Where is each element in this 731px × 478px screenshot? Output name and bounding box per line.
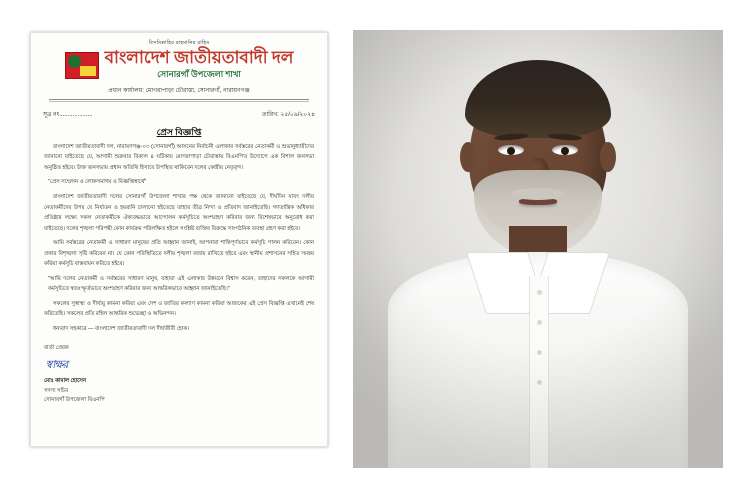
document-body	[31, 142, 327, 335]
letter-pane	[0, 0, 345, 478]
letterhead-divider	[49, 99, 309, 100]
paragraph: ধন্যবাদ সহকারে — বাংলাদেশ জাতীয়তাবাদী দল দীর্ঘজীবী হোক।	[53, 325, 190, 332]
letterhead-main	[41, 49, 317, 82]
paragraph: "প্রেস সম্মেলন ও লোকসমাগম ও বিজ্ঞপ্তিস্বার্থে"	[48, 179, 147, 186]
organization-name: বাংলাদেশ জাতীয়তাবাদী দল	[104, 48, 294, 67]
letterhead-divider-secondary	[49, 101, 309, 102]
paragraph: বাংলাদেশ জাতীয়তাবাদী দল, নারায়ণগঞ্জ-০৩ (সোনারগাঁ) আসনের নির্বাচনী এলাকার সর্বস্তরের নেতাকর্মী ও শুভানুধ্যায়ীদের জানানো যাইতেছে যে, আগামী শুক্রবার বিকাল ৪ ঘটিকায় মোগরাপাড়া চৌরাস্তায় বিএনপি'র উদ্যোগে এক বিশাল জনসভা অনুষ্ঠিত হইবে। উক্ত জনসভায় প্রধান অতিথি হিসাবে উপস্থিত থাকিবেন দলের কেন্দ্রীয় নেতৃবৃন্দ।	[44, 143, 314, 171]
shirt-button	[537, 290, 542, 295]
ear-left	[460, 142, 476, 172]
mustache	[511, 188, 565, 200]
handwritten-signature: স্বাক্ষর	[44, 359, 70, 372]
ear-right	[600, 142, 616, 172]
document-title: প্রেস বিজ্ঞপ্তি	[156, 126, 202, 137]
document-date: তারিখ: ২৫/০৯/২০২৪	[261, 111, 315, 118]
eye-right	[552, 145, 578, 155]
signatory-post: সদস্য সচিব	[44, 387, 69, 394]
organization-unit: সোনারগাঁ উপজেলা শাখা	[157, 68, 241, 79]
shirt-button	[537, 320, 542, 325]
pupil-right	[561, 147, 569, 155]
paragraph: সকলের সুস্বাস্থ্য ও দীর্ঘায়ু কামনা করিয়া এবং দেশ ও জাতির কল্যাণ কামনা করিয়া আজকের এই প্রেস বিজ্ঞপ্তি এখানেই শেষ করিতেছি। সকলের প্রতি রহিল আন্তরিক শুভেচ্ছা ও অভিনন্দন।	[44, 300, 314, 318]
shirt-placket	[529, 276, 549, 468]
organization-address: প্রধান কার্যালয়: মোগরাপাড়া চৌরাস্তা, সোনারগাঁ, নারায়ণগঞ্জ	[108, 87, 250, 94]
shirt-button	[537, 350, 542, 355]
signatory-name: মোঃ কামাল হোসেন	[44, 377, 87, 384]
signature-block	[31, 338, 327, 406]
bnp-logo-icon	[65, 52, 99, 79]
pupil-left	[507, 147, 515, 155]
letterhead-text-block	[105, 49, 294, 82]
photo-pane	[345, 0, 731, 478]
reference-number: সূত্র নং....................	[43, 111, 93, 118]
press-release-document	[30, 32, 328, 447]
eye-left	[498, 145, 524, 155]
letterhead	[31, 33, 327, 106]
signatory-unit: সোনারগাঁ উপজেলা বিএনপি	[44, 397, 105, 404]
signature-courtesy: বার্তা প্রেরক	[44, 345, 69, 352]
paragraph: আমি সর্বস্তরের নেতাকর্মী ও সাধারণ মানুষের প্রতি আহ্বান জানাই, আপনারা শান্তিপূর্ণভাবে কর্মসূচি পালন করিবেন। কোন প্রকার বিশৃঙ্খলা সৃষ্টি করিবেন না। যে কোন পরিস্থিতিতে দলীয় শৃঙ্খলা বজায় রাখিতে হইবে এবং স্থানীয় প্রশাসনের সহিত সমন্বয় করিয়া কর্মসূচি বাস্তবায়ন করিতে হইবে।	[44, 240, 314, 268]
portrait-photograph	[353, 30, 723, 468]
paragraph: বাংলাদেশ জাতীয়তাবাদী দলের সোনারগাঁ উপজেলা শাখার পক্ষ থেকে জানানো যাইতেছে যে, দীর্ঘদিন যাবৎ দলীয় নেতাকর্মীদের উপর যে নির্যাতন ও হয়রানি চালানো হইতেছে তাহার তীব্র নিন্দা ও প্রতিবাদ জানাইতেছি। গণতান্ত্রিক অধিকার প্রতিষ্ঠার লক্ষ্যে সকল নেতাকর্মীকে ঐক্যবদ্ধভাবে আন্দোলন কর্মসূচিতে অংশগ্রহণ করিবার জন্য বিশেষভাবে অনুরোধ করা যাইতেছে। দলের শৃঙ্খলা পরিপন্থী কোন কার্যক্রম পরিলক্ষিত হইলে সংশ্লিষ্ট ব্যক্তির বিরুদ্ধে সাংগঠনিক ব্যবস্থা গ্রহণ করা হইবে।	[44, 193, 314, 232]
bismillah-line: বিসমিল্লাহির রাহমানির রাহিম	[148, 40, 210, 46]
document-meta	[31, 106, 327, 120]
shirt-button	[537, 380, 542, 385]
paragraph: "আমি দলের নেতাকর্মী ও সর্বস্তরের সাধারণ মানুষ, যাহারা এই এলাকার উন্নয়নে বিশ্বাস করেন, তাহাদের সকলকে আগামী কর্মসূচিতে স্বতঃস্ফূর্তভাবে অংশগ্রহণ করিবার জন্য আন্তরিকভাবে আহ্বান জানাইতেছি।"	[48, 275, 314, 293]
